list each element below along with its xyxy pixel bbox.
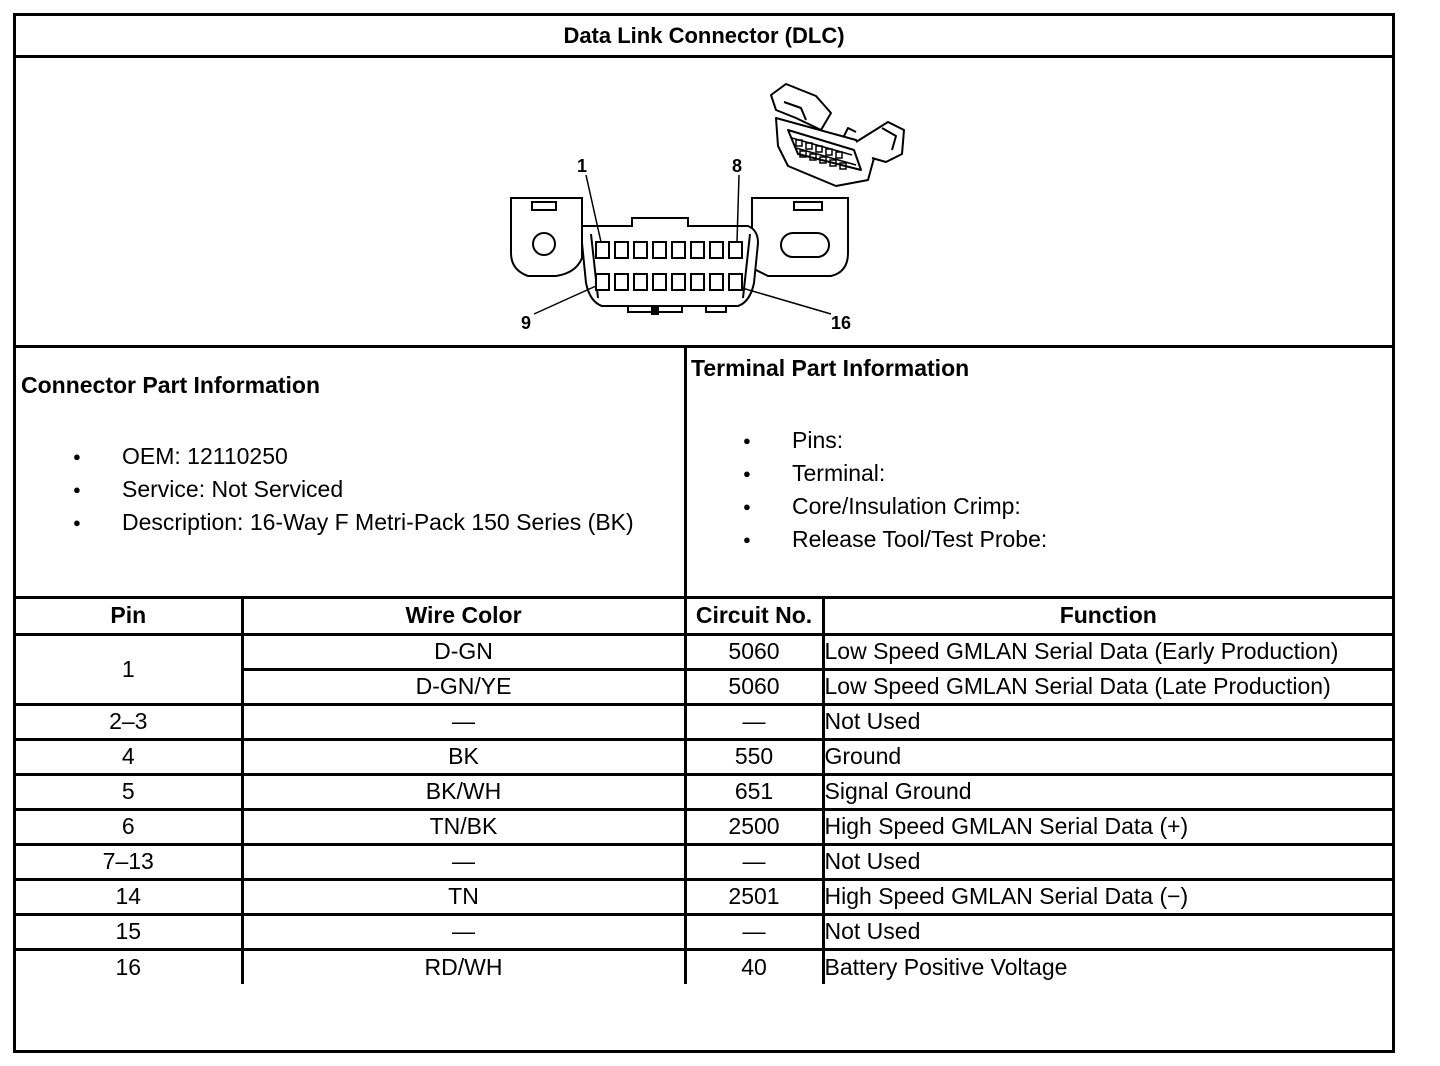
circuit-cell: 550 — [685, 739, 823, 774]
connector-info-oem: ● OEM: 12110250 — [21, 440, 634, 473]
connector-info-service: ● Service: Not Serviced — [21, 473, 634, 506]
wire-color-cell: TN — [242, 879, 685, 914]
connector-info-description: ● Description: 16-Way F Metri-Pack 150 Series (BK) — [21, 506, 634, 539]
terminal-info-terminal: ● Terminal: — [691, 457, 1047, 490]
connector-info-title: Connector Part Information — [21, 372, 321, 398]
function-cell: Not Used — [823, 704, 1392, 739]
part-information — [16, 348, 1392, 599]
table-row — [16, 809, 1392, 844]
pin-cell: 15 — [16, 914, 242, 949]
circuit-cell: 5060 — [685, 669, 823, 704]
pinout-header-row — [16, 599, 1392, 634]
pin-label-16: 16 — [831, 313, 852, 333]
pin-cell: 7–13 — [16, 844, 242, 879]
function-cell: High Speed GMLAN Serial Data (−) — [823, 879, 1392, 914]
table-row — [16, 704, 1392, 739]
pin-label-8: 8 — [732, 156, 743, 176]
function-cell: Not Used — [823, 914, 1392, 949]
table-row — [16, 879, 1392, 914]
pin-label-9: 9 — [521, 313, 532, 333]
pin-cell: 2–3 — [16, 704, 242, 739]
header-wire-color: Wire Color — [242, 599, 685, 634]
connector-diagram-area — [16, 58, 1392, 348]
connector-part-information — [16, 348, 687, 596]
table-row — [16, 634, 1392, 669]
header-function: Function — [823, 599, 1392, 634]
circuit-cell: 2500 — [685, 809, 823, 844]
header-pin: Pin — [16, 599, 242, 634]
wire-color-cell: RD/WH — [242, 949, 685, 984]
terminal-info-list — [691, 424, 1047, 556]
connector-info-list — [21, 440, 634, 539]
wire-color-cell: — — [242, 844, 685, 879]
terminal-part-information — [687, 348, 1392, 596]
circuit-cell: — — [685, 914, 823, 949]
connector-body — [582, 218, 758, 306]
function-cell: Not Used — [823, 844, 1392, 879]
pin-cell: 14 — [16, 879, 242, 914]
circuit-cell: — — [685, 844, 823, 879]
connector-perspective-icon — [771, 84, 904, 186]
pin-cell: 6 — [16, 809, 242, 844]
wire-color-cell: BK — [242, 739, 685, 774]
table-row — [16, 774, 1392, 809]
wire-color-cell: — — [242, 704, 685, 739]
wire-color-cell: TN/BK — [242, 809, 685, 844]
left-mounting-hole-icon — [533, 233, 555, 255]
function-cell: Low Speed GMLAN Serial Data (Late Production) — [823, 669, 1392, 704]
header-circuit-no: Circuit No. — [685, 599, 823, 634]
table-row — [16, 739, 1392, 774]
right-mounting-slot-icon — [781, 233, 829, 257]
pin-cell: 1 — [16, 634, 242, 704]
dlc-document — [13, 13, 1395, 1053]
pin-label-1: 1 — [577, 156, 588, 176]
connector-diagram — [16, 58, 1392, 348]
document-title: Data Link Connector (DLC) — [16, 16, 1392, 58]
terminal-info-title: Terminal Part Information — [691, 355, 970, 381]
terminal-info-pins: ● Pins: — [691, 424, 1047, 457]
function-cell: Low Speed GMLAN Serial Data (Early Production) — [823, 634, 1392, 669]
pinout-table — [16, 599, 1392, 984]
circuit-cell: 651 — [685, 774, 823, 809]
circuit-cell: — — [685, 704, 823, 739]
function-cell: Ground — [823, 739, 1392, 774]
pin-cell: 16 — [16, 949, 242, 984]
pin-cell: 4 — [16, 739, 242, 774]
wire-color-cell: D-GN/YE — [242, 669, 685, 704]
function-cell: High Speed GMLAN Serial Data (+) — [823, 809, 1392, 844]
wire-color-cell: BK/WH — [242, 774, 685, 809]
table-row — [16, 914, 1392, 949]
circuit-cell: 5060 — [685, 634, 823, 669]
table-row — [16, 844, 1392, 879]
table-row — [16, 949, 1392, 984]
terminal-info-release-tool: ● Release Tool/Test Probe: — [691, 523, 1047, 556]
function-cell: Battery Positive Voltage — [823, 949, 1392, 984]
function-cell: Signal Ground — [823, 774, 1392, 809]
circuit-cell: 40 — [685, 949, 823, 984]
wire-color-cell: D-GN — [242, 634, 685, 669]
pin-cell: 5 — [16, 774, 242, 809]
terminal-info-crimp: ● Core/Insulation Crimp: — [691, 490, 1047, 523]
circuit-cell: 2501 — [685, 879, 823, 914]
wire-color-cell: — — [242, 914, 685, 949]
